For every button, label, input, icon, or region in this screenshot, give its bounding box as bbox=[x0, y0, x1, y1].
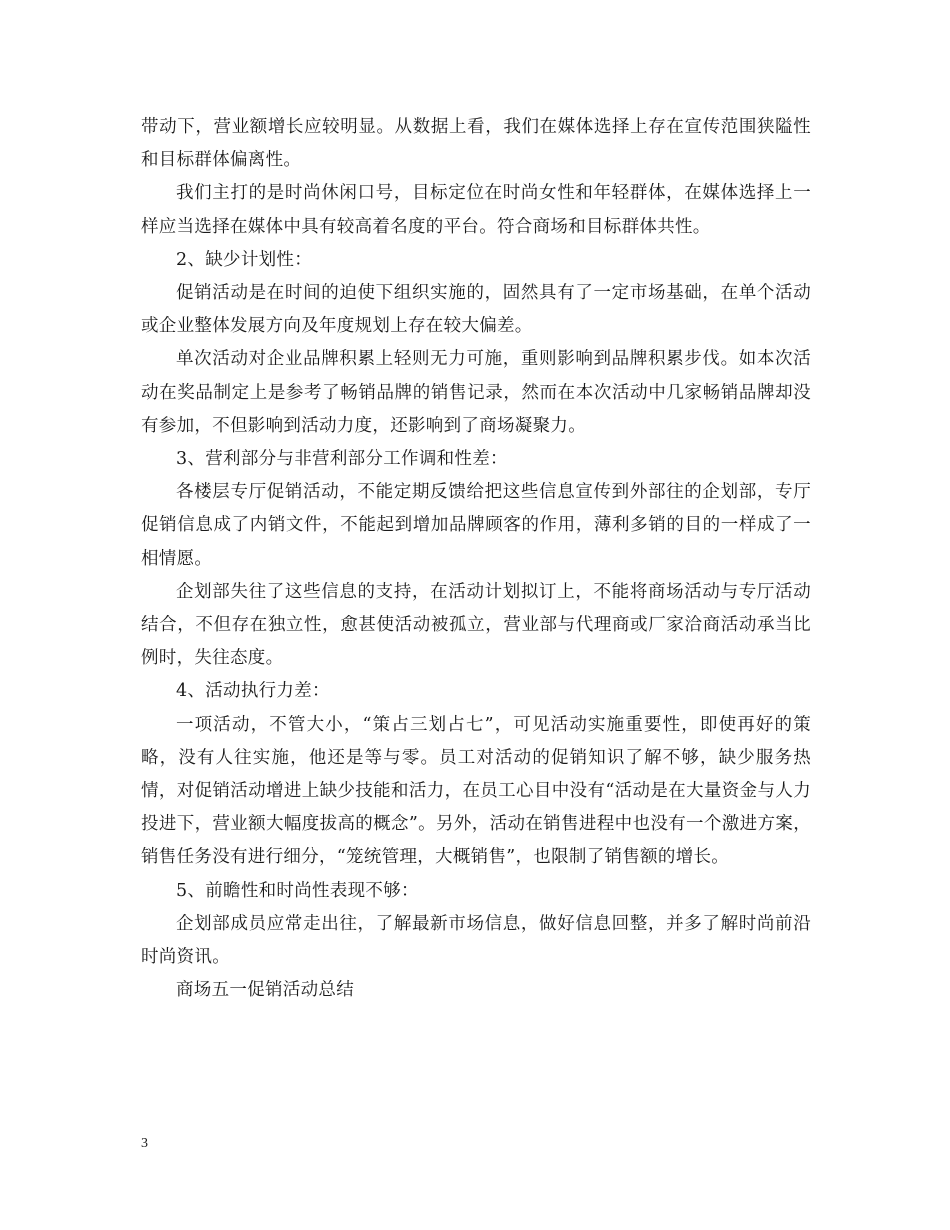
page-number: 3 bbox=[141, 1136, 148, 1151]
document-page bbox=[141, 111, 811, 1007]
paragraph-3: 促销活动是在时间的迫使下组织实施的，固然具有了一定市场基础，在单个活动或企业整体发展方向及年度规划上存在较大偏差。 bbox=[141, 283, 811, 337]
closing-title: 商场五一促销活动总结 bbox=[176, 980, 354, 1001]
paragraph-6: 企划部失往了这些信息的支持，在活动计划拟订上，不能将商场活动与专厅活动结合，不但存在独立性，愈甚使活动被孤立，营业部与代理商或厂家洽商活动承当比例时，失往态度。 bbox=[141, 581, 811, 669]
paragraph-2: 我们主打的是时尚休闲口号，目标定位在时尚女性和年轻群体，在媒体选择上一样应当选择在媒体中具有较高着名度的平台。符合商场和目标群体共性。 bbox=[141, 183, 811, 237]
paragraph-4: 单次活动对企业品牌积累上轻则无力可施，重则影响到品牌积累步伐。如本次活动在奖品制定上是参考了畅销品牌的销售记录，然而在本次活动中几家畅销品牌却没有参加，不但影响到活动力度，还影响到了商场凝聚力。 bbox=[141, 349, 811, 436]
section-heading-2: 2、缺少计划性： bbox=[176, 249, 313, 270]
section-heading-5: 5、前瞻性和时尚性表现不够： bbox=[176, 880, 419, 901]
paragraph-5: 各楼层专厅促销活动，不能定期反馈给把这些信息宣传到外部往的企划部，专厅促销信息成了内销文件，不能起到增加品牌顾客的作用，薄利多销的目的一样成了一相情愿。 bbox=[141, 482, 811, 569]
section-heading-3: 3、营利部分与非营利部分工作调和性差： bbox=[176, 449, 508, 470]
paragraph-8: 企划部成员应常走出往，了解最新市场信息，做好信息回整，并多了解时尚前沿时尚资讯。 bbox=[141, 913, 811, 968]
paragraph-1: 带动下，营业额增长应较明显。从数据上看，我们在媒体选择上存在宣传范围狭隘性和目标群体偏离性。 bbox=[141, 117, 811, 171]
section-heading-4: 4、活动执行力差： bbox=[176, 681, 330, 702]
paragraph-7: 一项活动，不管大小，“策占三划占七”，可见活动实施重要性，即使再好的策略，没有人往实施，他还是等与零。员工对活动的促销知识了解不够，缺少服务热情，对促销活动增进上缺少技能和活力，在员工心目中没有“活动是在大量资金与人力投进下，营业额大幅度拔高的概念”。另外，活动在销售进程中也没有一个激进方案，销售任务没有进行细分，“笼统管理，大概销售”，也限制了销售额的增长。 bbox=[141, 714, 811, 868]
